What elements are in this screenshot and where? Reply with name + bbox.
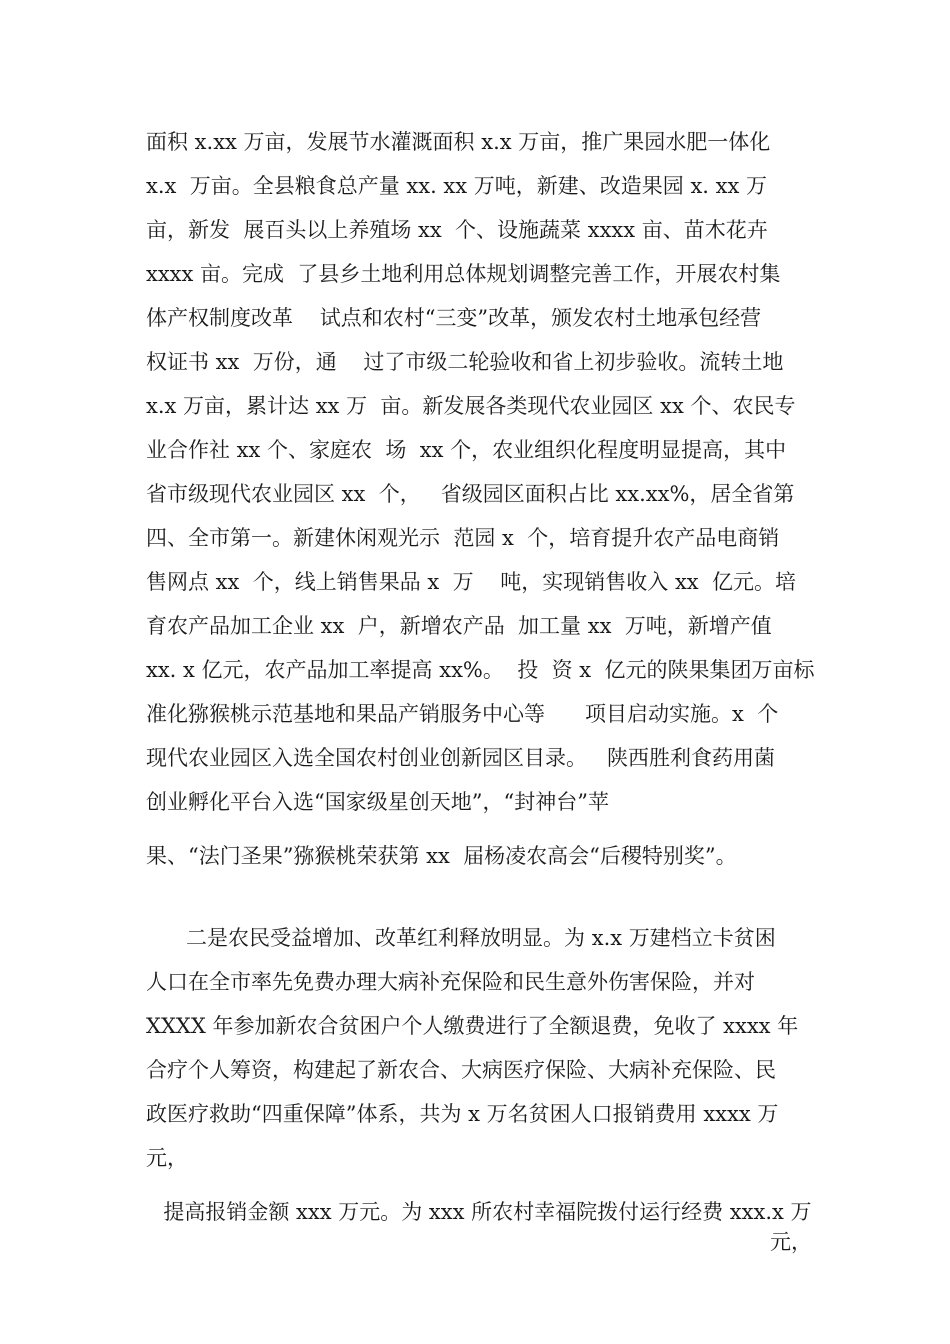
text-line: 人口在全市率先免费办理大病补充保险和民生意外伤害保险，并对 — [146, 970, 755, 994]
text-line: 创业孵化平台入选“国家级星创天地”，“封神台”苹 — [146, 790, 609, 814]
text-line: xx. x 亿元，农产品加工率提高 xx%。 投 资 x 亿元的陕果集团万亩标 — [146, 658, 815, 682]
text-line: 体产权制度改革 试点和农村“三变”改革，颁发农村土地承包经营 — [146, 306, 762, 330]
text-line: 面积 x.xx 万亩，发展节水灌溉面积 x.x 万亩，推广果园水肥一体化 — [146, 130, 771, 154]
text-line: 元， — [146, 1146, 188, 1170]
text-line: x.x 万亩。全县粮食总产量 xx. xx 万吨，新建、改造果园 x. xx 万 — [146, 174, 768, 198]
text-line: XXXX 年参加新农合贫困户个人缴费进行了全额退费，免收了 xxxx 年 — [146, 1014, 799, 1038]
text-line: 提高报销金额 xxx 万元。为 xxx 所农村幸福院拨付运行经费 xxx.x 万 — [150, 1200, 812, 1224]
text-line: 元， — [770, 1230, 812, 1254]
text-line: 果、“法门圣果”猕猴桃荣获第 xx 届杨凌农高会“后稷特别奖”。 — [146, 844, 737, 868]
text-line: x.x 万亩，累计达 xx 万 亩。新发展各类现代农业园区 xx 个、农民专 — [146, 394, 796, 418]
text-line: 售网点 xx 个，线上销售果品 x 万 吨，实现销售收入 xx 亿元。培 — [146, 570, 796, 594]
text-line: 省市级现代农业园区 xx 个， 省级园区面积占比 xx.xx%，居全省第 — [146, 482, 795, 506]
text-line: 准化猕猴桃示范基地和果品产销服务中心等 项目启动实施。x 个 — [146, 702, 779, 726]
text-line: 合疗个人筹资，构建起了新农合、大病医疗保险、大病补充保险、民 — [146, 1058, 776, 1082]
text-line: 二是农民受益增加、改革红利释放明显。为 x.x 万建档立卡贫困 — [146, 926, 776, 950]
text-line: xxxx 亩。完成 了县乡土地利用总体规划调整完善工作，开展农村集 — [146, 262, 781, 286]
text-line: 业合作社 xx 个、家庭农 场 xx 个，农业组织化程度明显提高，其中 — [146, 438, 787, 462]
text-line: 四、全市第一。新建休闲观光示 范园 x 个，培育提升农产品电商销 — [146, 526, 780, 550]
text-line: 权证书 xx 万份，通 过了市级二轮验收和省上初步验收。流转土地 — [146, 350, 784, 374]
text-line: 政医疗救助“四重保障”体系，共为 x 万名贫困人口报销费用 xxxx 万 — [146, 1102, 779, 1126]
text-line: 现代农业园区入选全国农村创业创新园区目录。 陕西胜利食药用菌 — [146, 746, 776, 770]
text-line: 育农产品加工企业 xx 户，新增农产品 加工量 xx 万吨，新增产值 — [146, 614, 772, 638]
text-line: 亩，新发 展百头以上养殖场 xx 个、设施蔬菜 xxxx 亩、苗木花卉 — [146, 218, 768, 242]
